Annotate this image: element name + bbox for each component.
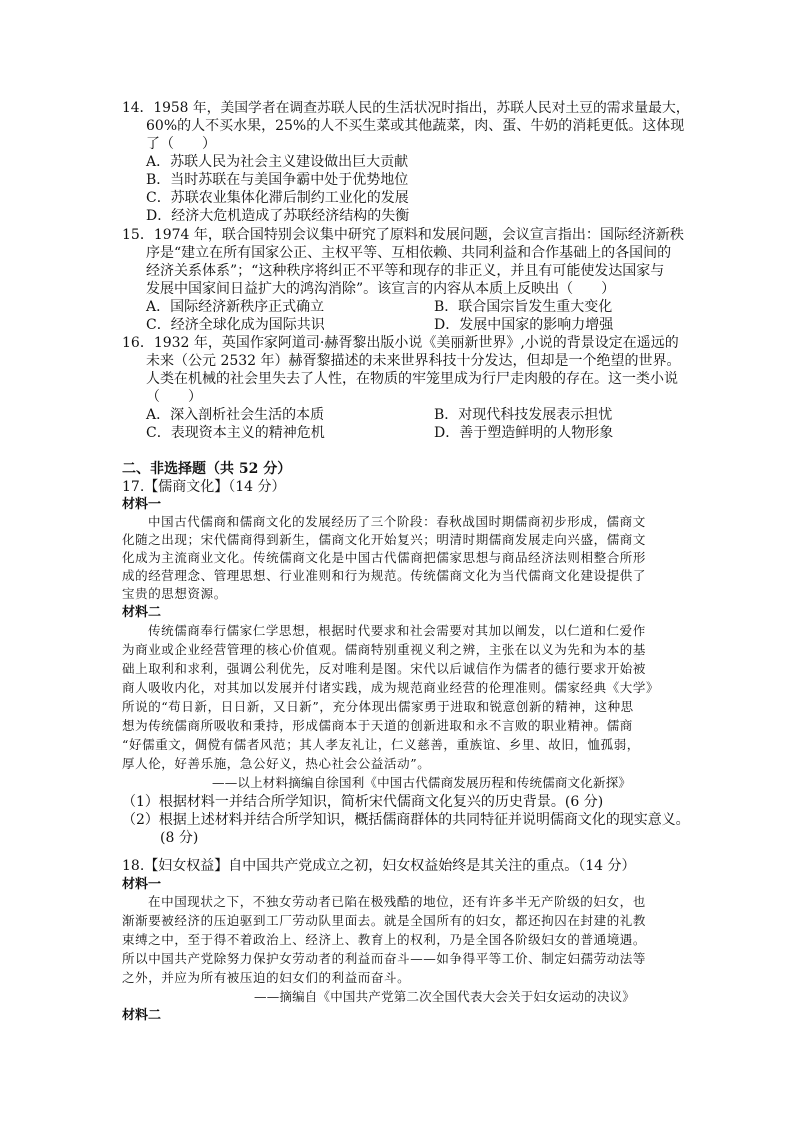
- q15-option-d: D．发展中国家的影响力增强: [434, 317, 614, 333]
- q16-option-d: D．善于塑造鲜明的人物形象: [434, 425, 614, 441]
- q17-material-2-label: 材料二: [122, 605, 162, 620]
- q17-material-1-label: 材料一: [122, 497, 162, 512]
- q17-sub-question-2: （2）根据上述材料并结合所学知识，概括儒商群体的共同特征并说明儒商文化的现实意义。: [122, 812, 690, 828]
- q17-m2-line-8: 厚人伦，好善乐施，急公好义，热心社会公益活动”。: [122, 756, 431, 771]
- q18-m1-line-5: 之外，并应为所有被压迫的妇女们的利益而奋斗。: [122, 970, 411, 985]
- q14-stem-line-2: 60%的人不买水果，25%的人不买生菜或其他蔬菜，肉、蛋、牛奶的消耗更低。这体现: [146, 118, 685, 134]
- q17-m2-line-4: 商人吸收内化，对其加以发展并付诸实践，成为规范商业经营的伦理准则。儒家经典《大学》: [122, 680, 660, 695]
- q17-m2-line-5: 所说的“苟日新，日日新，又日新”，充分体现出儒家勇于进取和锐意创新的精神，这种思: [122, 699, 634, 714]
- q17-source: ——以上材料摘编自徐国利《中国古代儒商发展历程和传统儒商文化新探》: [212, 775, 632, 790]
- q17-sub-question-2-points: (8 分): [160, 830, 199, 846]
- q15-stem-line-2: 序是“建立在所有国家公正、主权平等、互相依赖、共同利益和合作基础上的各国间的: [146, 245, 672, 261]
- q15-option-c: C．经济全球化成为国际共识: [146, 317, 325, 333]
- q16-stem-line-4: （ ）: [146, 389, 202, 405]
- q17-m1-line-3: 化成为主流商业文化。传统儒商文化是中国古代儒商把儒家思想与商品经济法则相整合所形: [122, 550, 647, 565]
- q14-stem-line-3: 了（ ）: [146, 136, 216, 152]
- q16-option-a: A．深入剖析社会生活的本质: [146, 407, 325, 423]
- q18-material-1-label: 材料一: [122, 877, 162, 892]
- q17-m2-line-3: 础上取利和求利，强调公利优先，反对唯利是图。宋代以后诚信作为儒者的德行要求开始被: [122, 661, 647, 676]
- q18-source: ——摘编自《中国共产党第二次全国代表大会关于妇女运动的决议》: [254, 989, 636, 1004]
- q17-sub-question-1: （1）根据材料一并结合所学知识，简析宋代儒商文化复兴的历史背景。(6 分): [122, 794, 604, 810]
- q17-m1-line-2: 化随之出现；宋代儒商得到新生，儒商文化开始复兴；明清时期儒商发展走向兴盛，儒商文: [122, 532, 647, 547]
- q17-m2-line-7: “好儒重文，倜傥有儒者风范；其人孝友礼让，仁义慈善，重族谊、乡里、故旧，恤孤弱，: [122, 737, 640, 752]
- q14-option-a: A．苏联人民为社会主义建设做出巨大贡献: [146, 154, 409, 170]
- q18-m1-line-4: 所以中国共产党除努力保护女劳动者的利益而奋斗——如争得平等工价、制定妇孺劳动法等: [122, 951, 647, 966]
- q15-stem-line-1: 15．1974 年，联合国特别会议集中研究了原料和发展问题，会议宣言指出：国际经济新秩: [122, 227, 684, 243]
- q18-material-2-label: 材料二: [122, 1008, 162, 1023]
- q16-stem-line-1: 16．1932 年，英国作家阿道司·赫胥黎出版小说《美丽新世界》,小说的背景设定在遥远的: [122, 335, 679, 351]
- q17-m2-line-6: 想为传统儒商所吸收和秉持，形成儒商本于天道的创新进取和永不言败的职业精神。儒商: [122, 718, 633, 733]
- q15-option-a: A．国际经济新秩序正式确立: [146, 299, 325, 315]
- q14-option-d: D．经济大危机造成了苏联经济结构的失衡: [146, 208, 410, 224]
- q15-stem-line-4: 发展中国家间日益扩大的鸿沟消除”。该宣言的内容从本质上反映出（ ）: [146, 281, 616, 297]
- q16-stem-line-2: 未来（公元 2532 年）赫胥黎描述的未来世界科技十分发达，但却是一个绝望的世界。: [146, 353, 681, 369]
- q18-m1-line-1: 在中国现状之下，不独女劳动者已陷在极残酷的地位，还有许多半无产阶级的妇女，也: [148, 894, 646, 909]
- q17-m2-line-1: 传统儒商奉行儒家仁学思想，根据时代要求和社会需要对其加以阐发，以仁道和仁爱作: [148, 623, 646, 638]
- q18-title: 18.【妇女权益】自中国共产党成立之初，妇女权益始终是其关注的重点。（14 分）: [122, 858, 636, 874]
- q17-m2-line-2: 为商业或企业经营管理的核心价值观。儒商特别重视义利之辨，主张在以义为先和为本的基: [122, 642, 647, 657]
- q15-option-b: B．联合国宗旨发生重大变化: [434, 299, 613, 315]
- q17-m1-line-1: 中国古代儒商和儒商文化的发展经历了三个阶段：春秋战国时期儒商初步形成，儒商文: [148, 514, 646, 529]
- q18-m1-line-2: 渐渐要被经济的压迫驱到工厂劳动队里面去。就是全国所有的妇女，都还拘囚在封建的礼教: [122, 913, 647, 928]
- q14-stem-line-1: 14．1958 年，美国学者在调查苏联人民的生活状况时指出，苏联人民对土豆的需求量最大，: [122, 100, 690, 116]
- q14-option-c: C．苏联农业集体化滞后制约工业化的发展: [146, 190, 409, 206]
- q18-m1-line-3: 束缚之中，至于得不着政治上、经济上、教育上的权利，乃是全国各阶级妇女的普通境遇。: [122, 932, 647, 947]
- q16-option-b: B．对现代科技发展表示担忧: [434, 407, 613, 423]
- q17-m1-line-4: 成的经营理念、管理思想、行业准则和行为规范。传统儒商文化为当代儒商文化建设提供了: [122, 568, 647, 583]
- q17-m1-line-5: 宝贵的思想资源。: [122, 586, 227, 601]
- q16-option-c: C．表现资本主义的精神危机: [146, 425, 325, 441]
- q15-stem-line-3: 经济关系体系”；“这种秩序将纠正不平等和现存的非正义，并且有可能使发达国家与: [146, 263, 665, 279]
- q17-title: 17.【儒商文化】（14 分）: [122, 479, 286, 495]
- section-heading: 二、非选择题（共 52 分）: [122, 461, 292, 477]
- q16-stem-line-3: 人类在机械的社会里失去了人性，在物质的牢笼里成为行尸走肉般的存在。这一类小说: [146, 371, 678, 387]
- q14-option-b: B．当时苏联在与美国争霸中处于优势地位: [146, 172, 409, 188]
